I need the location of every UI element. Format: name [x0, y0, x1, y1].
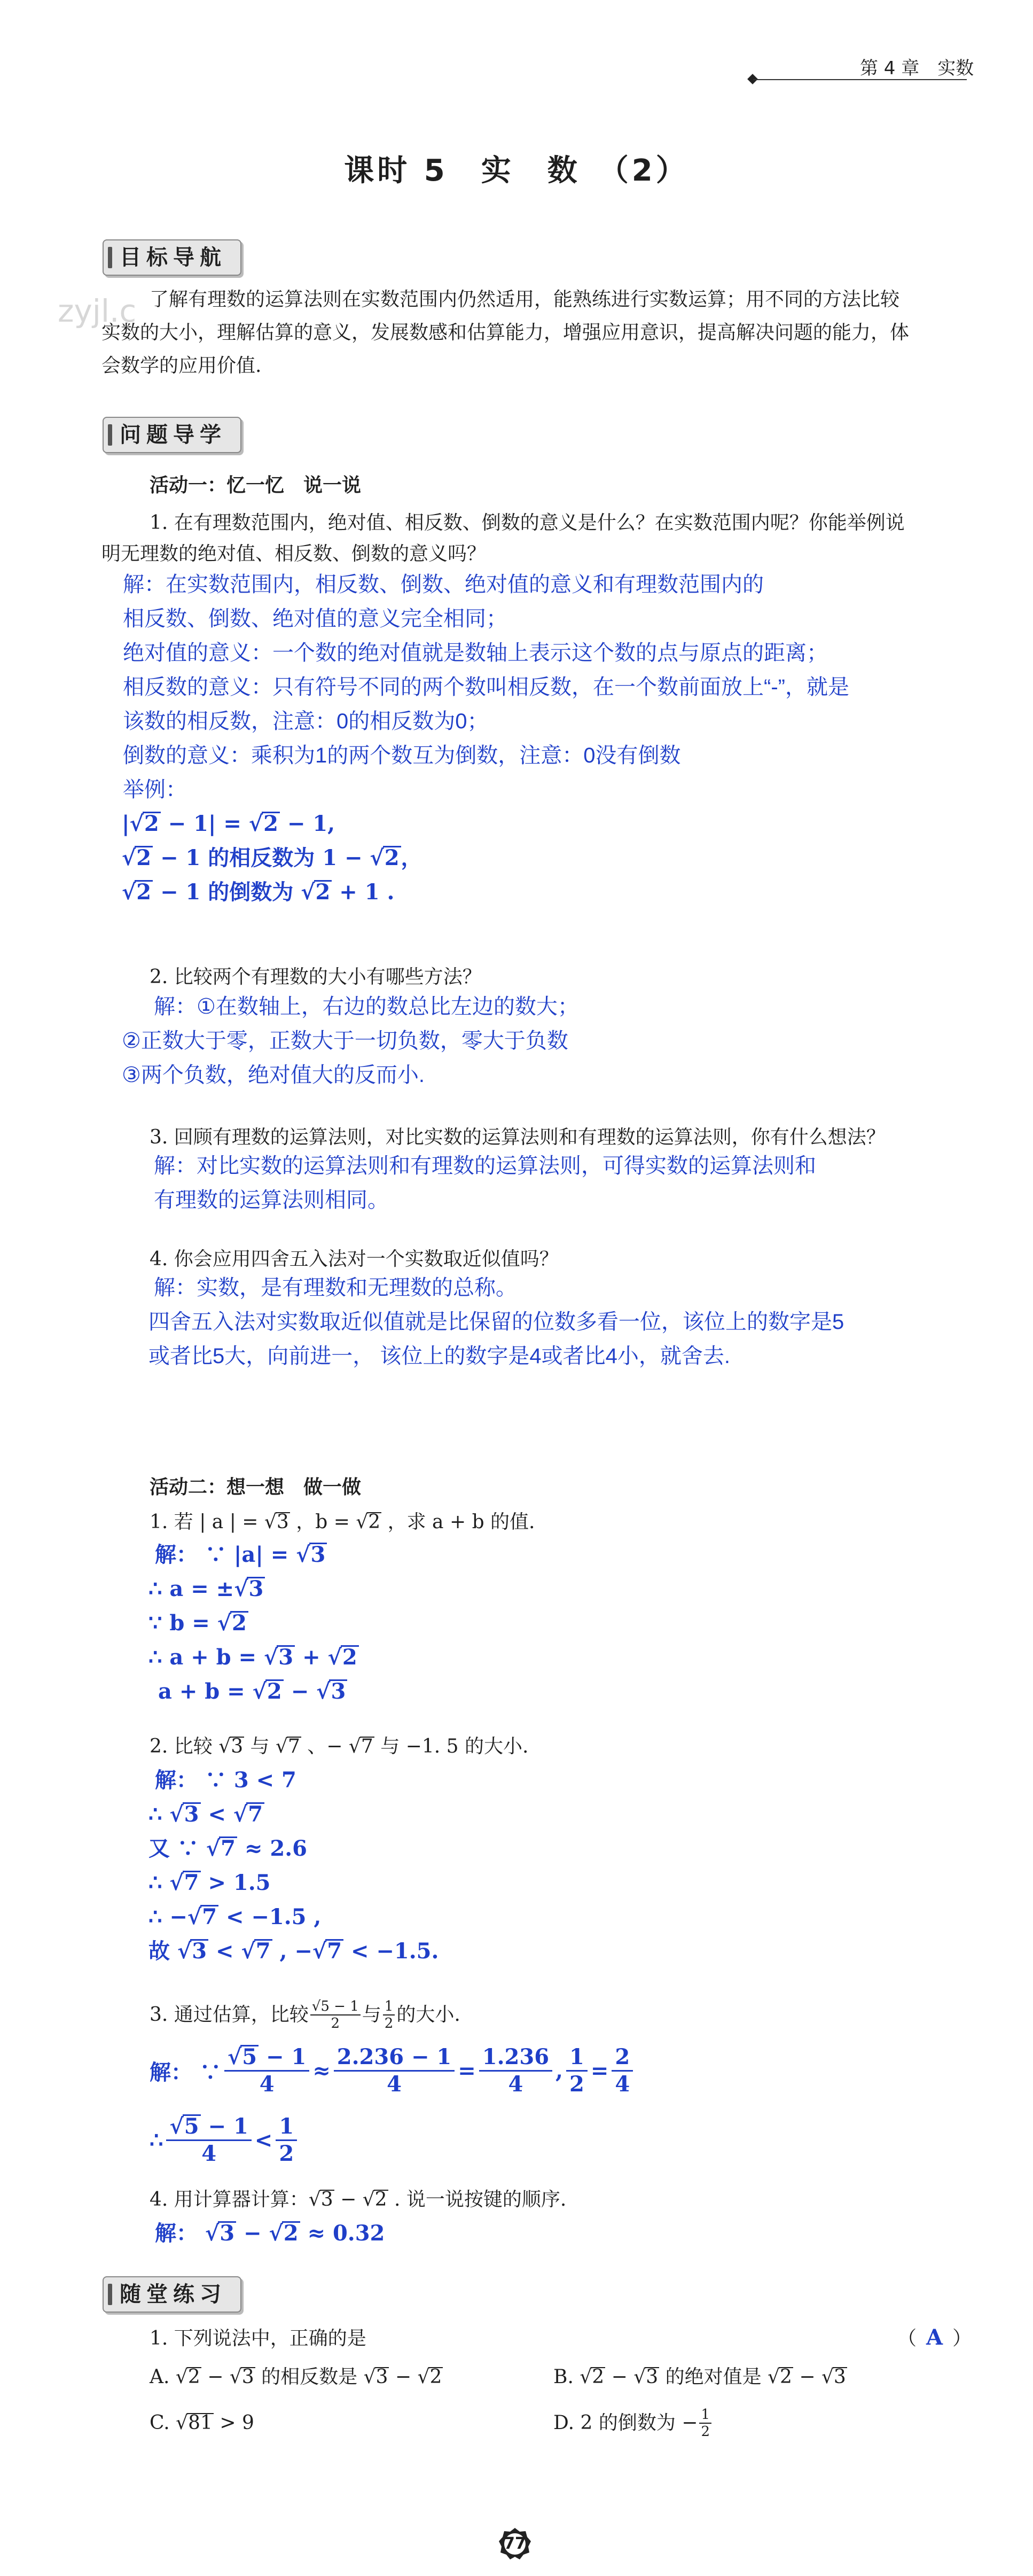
- a1-example-abs: |√2 − 1| = √2 − 1, √2 − 1 的相反数为 1 − √2， √2 − 1 的倒数为 √2 + 1 .: [122, 811, 422, 905]
- activity1-q4: 4. 你会应用四舍五入法对一个实数取近似值吗？: [150, 1248, 559, 1270]
- practice-option-a: A. √2 − √3 的相反数是 √3 − √2: [150, 2366, 442, 2388]
- activity1-a1: [123, 567, 849, 807]
- section-badge-practice: 随堂练习: [103, 2276, 241, 2313]
- activity2-q4: 4. 用计算器计算：√3 − √2 . 说一说按键的顺序.: [150, 2189, 567, 2211]
- practice-answer-bracket: （ A ）: [897, 2325, 972, 2350]
- a1-line: 该数的相反数，注意：0的相反数为0；: [123, 710, 489, 733]
- a1-line: 倒数的意义：乘积为1的两个数互为倒数，注意：0没有倒数: [123, 744, 681, 767]
- a1-line: 相反数的意义：只有符号不同的两个数叫相反数，在一个数前面放上“-”，就是: [123, 675, 849, 699]
- section-badge-goals: 目标导航: [103, 239, 241, 276]
- activity2-q2: 2. 比较 √3 与 √7 、− √7 与 −1. 5 的大小.: [150, 1736, 529, 1757]
- activity1-q1-line2: 明无理数的绝对值、相反数、倒数的意义吗？: [101, 543, 487, 565]
- activity2-a3-line1: 解： ∵ $\frac{√5 - 1}{4}$ ≈ $\frac{2.236 - 1}{4}$ = $\frac{1.236}{4}$ , $\frac{1}{2}$ = $\frac{2}{4}$: [150, 2041, 636, 2100]
- activity2-a3-line2: ∴ $\frac{√5 - 1}{4}$ < $\frac{1}{2}$: [150, 2111, 300, 2169]
- activity1-q1-line1: 1. 在有理数范围内，绝对值、相反数、倒数的意义是什么？在实数范围内呢？你能举例说: [150, 512, 905, 534]
- practice-option-c: C. √81 > 9: [150, 2412, 254, 2434]
- practice-option-b: B. √2 − √3 的绝对值是 √2 − √3: [553, 2366, 846, 2388]
- page-title: 课时 5 实 数 （2）: [344, 153, 689, 188]
- goals-line-3: 会数学的应用价值.: [101, 355, 262, 377]
- activity1-a4: 解：实数，是有理数和无理数的总称。 四舍五入法对实数取近似值就是比保留的位数多看一位，该位上的数字是5 或者比5大，向前进一， 该位上的数字是4或者比4小，就舍去.: [148, 1276, 844, 1368]
- a1-line: 解：在实数范围内，相反数、倒数、绝对值的意义和有理数范围内的: [123, 573, 764, 596]
- activity1-title: 活动一：忆一忆 说一说: [150, 474, 362, 496]
- activity2-title: 活动二：想一想 做一做: [150, 1476, 362, 1498]
- a1-line: 举例：: [123, 778, 187, 801]
- goals-line-1: 了解有理数的运算法则在实数范围内仍然适用，能熟练进行实数运算；用不同的方法比较: [150, 289, 900, 310]
- activity2-a4: 解： √3 − √2 ≈ 0.32: [155, 2221, 385, 2246]
- practice-q1: 1. 下列说法中，正确的是: [150, 2328, 366, 2349]
- goals-line-2: 实数的大小，理解估算的意义，发展数感和估算能力，增强应用意识，提高解决问题的能力，体: [101, 322, 910, 344]
- watermark: zyjl.c: [58, 293, 137, 329]
- activity2-q1: 1. 若 | a | = √3 ，b = √2 ，求 a + b 的值.: [150, 1511, 535, 1533]
- page-number: 77: [504, 2534, 526, 2553]
- activity1-a3: 解：对比实数的运算法则和有理数的运算法则，可得实数的运算法则和 有理数的运算法则相同。: [154, 1154, 816, 1212]
- activity2-a2: 解： ∵ 3 < 7 ∴ √3 < √7 又 ∵ √7 ≈ 2.6 ∴ √7 > 1.5 ∴ −√7 < −1.5 , 故 √3 < √7 , −√7 < −1.5.: [148, 1768, 439, 1964]
- practice-option-d: D. 2 的倒数为 − $\frac{1}{2}$: [553, 2399, 713, 2447]
- activity2-q3: 3. 通过估算，比较 √5 − 1 2 与 1 2 的大小.: [150, 1998, 460, 2032]
- activity1-q2: 2. 比较两个有理数的大小有哪些方法？: [150, 966, 482, 988]
- practice-answer: A: [926, 2325, 943, 2350]
- activity1-q3: 3. 回顾有理数的运算法则，对比实数的运算法则和有理数的运算法则，你有什么想法？: [150, 1126, 886, 1148]
- activity2-a1: 解： ∵ |a| = √3 ∴ a = ±√3 ∵ b = √2 ∴ a + b = √3 + √2 a + b = √2 − √3: [155, 1538, 359, 1709]
- section-badge-guide: 问题导学: [103, 417, 241, 453]
- chapter-header: 第 4 章 实数: [860, 58, 974, 79]
- activity1-a2: 解：①在数轴上，右边的数总比左边的数大； ②正数大于零，正数大于一切负数，零大于负数 ③两个负数，绝对值大的反而小.: [122, 995, 579, 1087]
- a1-line: 绝对值的意义：一个数的绝对值就是数轴上表示这个数的点与原点的距离；: [123, 641, 828, 665]
- a1-line: 相反数、倒数、绝对值的意义完全相同；: [123, 607, 507, 631]
